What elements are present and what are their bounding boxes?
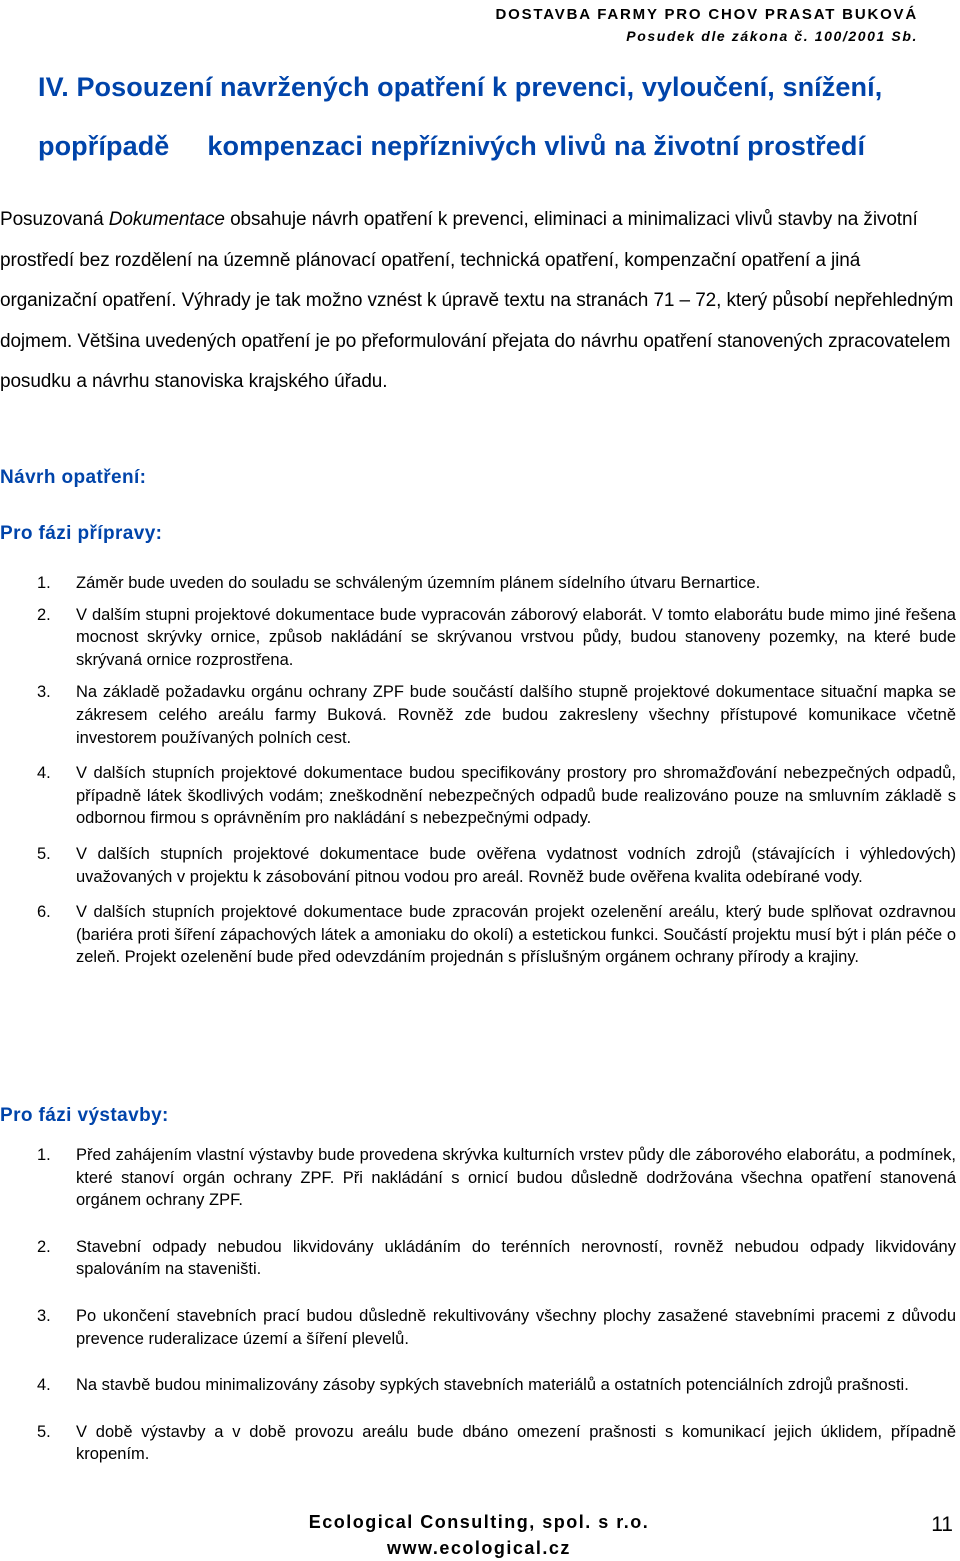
list-item (0, 762, 956, 830)
list-item-number: 2. (37, 605, 51, 624)
footer-company: Ecological Consulting, spol. s r.o. (308, 1512, 650, 1532)
preparation-list (0, 572, 956, 969)
list-item-text: Na stavbě budou minimalizovány zásoby sypkých stavebních materiálů a ostatních potenciálních zdrojů prašnosti. (76, 1376, 909, 1395)
intro-paragraph (0, 200, 958, 403)
list-item-text: Po ukončení stavebních prací budou důsledně rekultivovány všechny plochy zasažené stavebními pracemi z důvodu prevence ruderalizace území a šíření plevelů. (76, 1306, 956, 1348)
list-item-number: 1. (37, 574, 51, 592)
list-item-text: V dalších stupních projektové dokumentace bude ověřena vydatnost vodních zdrojů (stávajících i výhledových) uvažovaných v projektu k zásobování pitnou vodou pro areál. Rovněž bude ověřena kvalita odebírané vody. (76, 844, 956, 886)
list-item-number: 4. (37, 1376, 51, 1395)
intro-after: obsahuje návrh opatření k prevenci, eliminaci a minimalizaci vlivů stavby na životní prostředí bez rozdělení na územně plánovací opatření, technická opatření, kompenzační opatření a jiná organizační opatření. Výhrady je tak možno vznést k úpravě textu na stranách 71 – 72, který působí nepřehledným dojmem. Většina uvedených opatření je po přeformulování přejata do návrhu opatření stanovených zpracovatelem posudku a návrhu stanoviska krajského úřadu. (0, 209, 954, 392)
list-item (0, 1374, 956, 1397)
list-item-text: V dalším stupni projektové dokumentace bude vypracován záborový elaborát. V tomto elaborátu bude mimo jiné řešena mocnost skrývky ornice, způsob nakládání se skrývanou vrstvou půdy, budou stanoveny pozemky, na které bude skrývaná ornice rozprostřena. (76, 605, 956, 669)
list-item (0, 1144, 956, 1212)
section-title-line2a: popřípadě (38, 131, 170, 161)
list-item-number: 6. (37, 903, 51, 922)
heading-preparation: Pro fázi přípravy: (0, 523, 163, 544)
section-title (38, 58, 953, 176)
list-item (0, 1236, 956, 1281)
list-item (0, 901, 956, 969)
list-item-number: 5. (37, 844, 51, 863)
list-item-number: 5. (37, 1422, 51, 1441)
list-item-text: V dalších stupních projektové dokumentace bude zpracován projekt ozelenění areálu, který bude splňovat ozdravnou (bariéra proti šíření zápachových látek a amoniaku do okolí) a estetickou funkci. Součástí projektu musí být i plán péče o zeleň. Projekt ozelenění bude před odevzdáním projednán s příslušným orgánem ochrany přírody a krajiny. (76, 903, 956, 967)
page-number: 11 (931, 1513, 953, 1536)
section-number: IV. (38, 72, 69, 102)
header-project-title: DOSTAVBA FARMY PRO CHOV PRASAT BUKOVÁ (495, 6, 918, 23)
list-item-text: V dalších stupních projektové dokumentace budou specifikovány prostory pro shromažďování nebezpečných odpadů, případně látek škodlivých vodám; zneškodnění nebezpečných odpadů bude realizováno pouze na smluvním základě s odbornou firmou s oprávněním pro nakládání s nebezpečnými odpady. (76, 764, 956, 828)
list-item-text: Záměr bude uveden do souladu se schváleným územním plánem sídelního útvaru Bernartice. (76, 574, 761, 592)
list-item (0, 1421, 956, 1466)
list-item-text: V době výstavby a v době provozu areálu bude dbáno omezení prašnosti s komunikací jejich úklidem, případně kropením. (76, 1422, 956, 1464)
heading-construction: Pro fázi výstavby: (0, 1105, 169, 1126)
list-item-number: 1. (37, 1146, 51, 1164)
list-item-text: Stavební odpady nebudou likvidovány ukládáním do terénních nerovností, rovněž nebudou odpady likvidovány spalováním na staveništi. (76, 1237, 956, 1279)
heading-proposal: Návrh opatření: (0, 467, 147, 488)
list-item-number: 4. (37, 764, 51, 783)
list-item-number: 2. (37, 1237, 51, 1256)
section-title-line1: Posouzení navržených opatření k prevenci, vyloučení, snížení, (76, 72, 883, 102)
list-item (0, 1305, 956, 1350)
list-item (0, 843, 956, 888)
list-item-text: Před zahájením vlastní výstavby bude provedena skrývka kulturních vrstev půdy dle záborového elaborátu, a podmínek, které stanoví orgán ochrany ZPF. Při nakládání s ornicí budou důsledně dodržována všechna opatření stanovená orgánem ochrany ZPF. (76, 1146, 956, 1210)
list-item (0, 604, 956, 672)
header-law-reference: Posudek dle zákona č. 100/2001 Sb. (626, 28, 918, 44)
footer-website: www.ecological.cz (387, 1538, 571, 1558)
intro-before: Posuzovaná (0, 209, 109, 230)
intro-italic: Dokumentace (108, 209, 225, 230)
construction-list (0, 1144, 956, 1466)
section-title-line2b: kompenzaci nepříznivých vlivů na životní prostředí (207, 131, 866, 161)
list-item-text: Na základě požadavku orgánu ochrany ZPF bude součástí dalšího stupně projektové dokumentace situační mapka se zákresem celého areálu farmy Buková. Rovněž zde budou zakresleny všechny přístupové komunikace včetně investorem používaných polních cest. (76, 683, 956, 747)
list-item (0, 572, 956, 595)
list-item-number: 3. (37, 683, 51, 702)
list-item (0, 681, 956, 749)
list-item-number: 3. (37, 1306, 51, 1325)
